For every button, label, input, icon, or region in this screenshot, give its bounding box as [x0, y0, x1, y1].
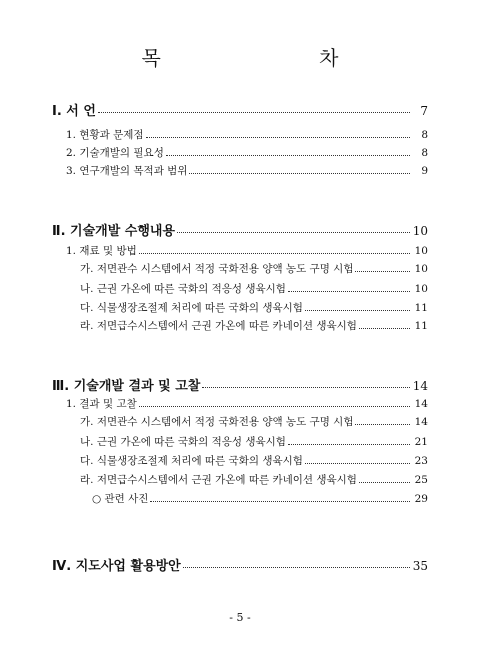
leader-dots: [202, 387, 410, 388]
toc-page-number: 9: [421, 165, 428, 177]
toc-item-label: 1. 현황과 문제점: [66, 129, 144, 141]
toc-section-label: Ⅳ. 지도사업 활용방안: [52, 559, 181, 574]
page-footer: - 5 -: [229, 611, 251, 624]
toc-page-number: 10: [412, 224, 428, 238]
toc-page-number: 14: [414, 416, 428, 428]
toc-section-label: Ⅲ. 기술개발 결과 및 고찰: [52, 379, 201, 394]
leader-dots: [359, 328, 410, 329]
toc-page-number: 7: [420, 104, 428, 118]
leader-dots: [139, 253, 410, 254]
toc-item[interactable]: [66, 163, 428, 178]
toc-page-number: 35: [412, 559, 428, 573]
toc-item[interactable]: [80, 414, 428, 429]
toc-page-number: 10: [414, 245, 428, 257]
toc-item-label: 2. 기술개발의 필요성: [66, 147, 164, 159]
toc-item-label: 라. 저면급수시스템에서 근권 가온에 따른 카네이션 생육시험: [80, 320, 357, 332]
leader-dots: [305, 310, 410, 311]
leader-dots: [288, 291, 410, 292]
toc-item[interactable]: [80, 472, 428, 487]
leader-dots: [355, 271, 410, 272]
toc-item[interactable]: [92, 491, 428, 506]
toc-item-label: 가. 저면관수 시스템에서 적정 국화전용 양액 농도 구명 시험: [80, 416, 354, 428]
toc-item[interactable]: [66, 243, 428, 258]
toc-section-2[interactable]: [52, 220, 428, 239]
toc-page-number: 11: [414, 320, 428, 332]
toc-section-label: Ⅱ. 기술개발 수행내용: [52, 224, 176, 239]
toc-page-number: 10: [414, 263, 428, 275]
leader-dots: [166, 155, 410, 156]
toc-page-number: 14: [412, 379, 428, 393]
toc-page-number: 11: [414, 302, 428, 314]
leader-dots: [359, 482, 410, 483]
leader-dots: [355, 424, 410, 425]
toc-item[interactable]: [80, 453, 428, 468]
leader-dots: [139, 406, 410, 407]
toc-page-number: 10: [414, 283, 428, 295]
toc-item-label: 다. 식물생장조절제 처리에 따른 국화의 생육시험: [80, 302, 303, 314]
leader-dots: [98, 112, 410, 113]
toc-page-number: 8: [421, 147, 428, 159]
leader-dots: [189, 173, 410, 174]
page-title: 목 차: [141, 46, 415, 70]
toc-section-1[interactable]: [52, 100, 428, 119]
toc-item-label: 가. 저면관수 시스템에서 적정 국화전용 양액 농도 구명 시험: [80, 263, 354, 275]
leader-dots: [183, 567, 410, 568]
leader-dots: [177, 232, 410, 233]
toc-section-3[interactable]: [52, 375, 428, 394]
toc-page-number: 25: [414, 474, 428, 486]
toc-item[interactable]: [66, 127, 428, 142]
toc-page-number: 14: [414, 398, 428, 410]
toc-item-label: 3. 연구개발의 목적과 범위: [66, 165, 188, 177]
toc-item[interactable]: [80, 434, 428, 449]
toc-item-label: 나. 근권 가온에 따른 국화의 적응성 생육시험: [80, 436, 286, 448]
leader-dots: [305, 463, 410, 464]
toc-item[interactable]: [80, 261, 428, 276]
toc-item[interactable]: [66, 396, 428, 411]
toc-item[interactable]: [80, 318, 428, 333]
toc-page-number: 8: [421, 129, 428, 141]
toc-item[interactable]: [80, 281, 428, 296]
toc-section-label: Ⅰ. 서 언: [52, 104, 96, 119]
toc-item[interactable]: [80, 300, 428, 315]
toc-item-label: ○ 관련 사진: [92, 493, 149, 505]
leader-dots: [146, 137, 410, 138]
toc-section-4[interactable]: [52, 555, 428, 574]
toc-item-label: 다. 식물생장조절제 처리에 따른 국화의 생육시험: [80, 455, 303, 467]
toc-item-label: 라. 저면급수시스템에서 근권 가온에 따른 카네이션 생육시험: [80, 474, 357, 486]
toc-item[interactable]: [66, 145, 428, 160]
toc-item-label: 1. 결과 및 고찰: [66, 398, 137, 410]
toc-page-number: 21: [414, 436, 428, 448]
toc-page-number: 23: [414, 455, 428, 467]
toc-page-number: 29: [414, 493, 428, 505]
toc-item-label: 1. 재료 및 방법: [66, 245, 137, 257]
toc-item-label: 나. 근권 가온에 따른 국화의 적응성 생육시험: [80, 283, 286, 295]
leader-dots: [150, 501, 410, 502]
leader-dots: [288, 444, 410, 445]
